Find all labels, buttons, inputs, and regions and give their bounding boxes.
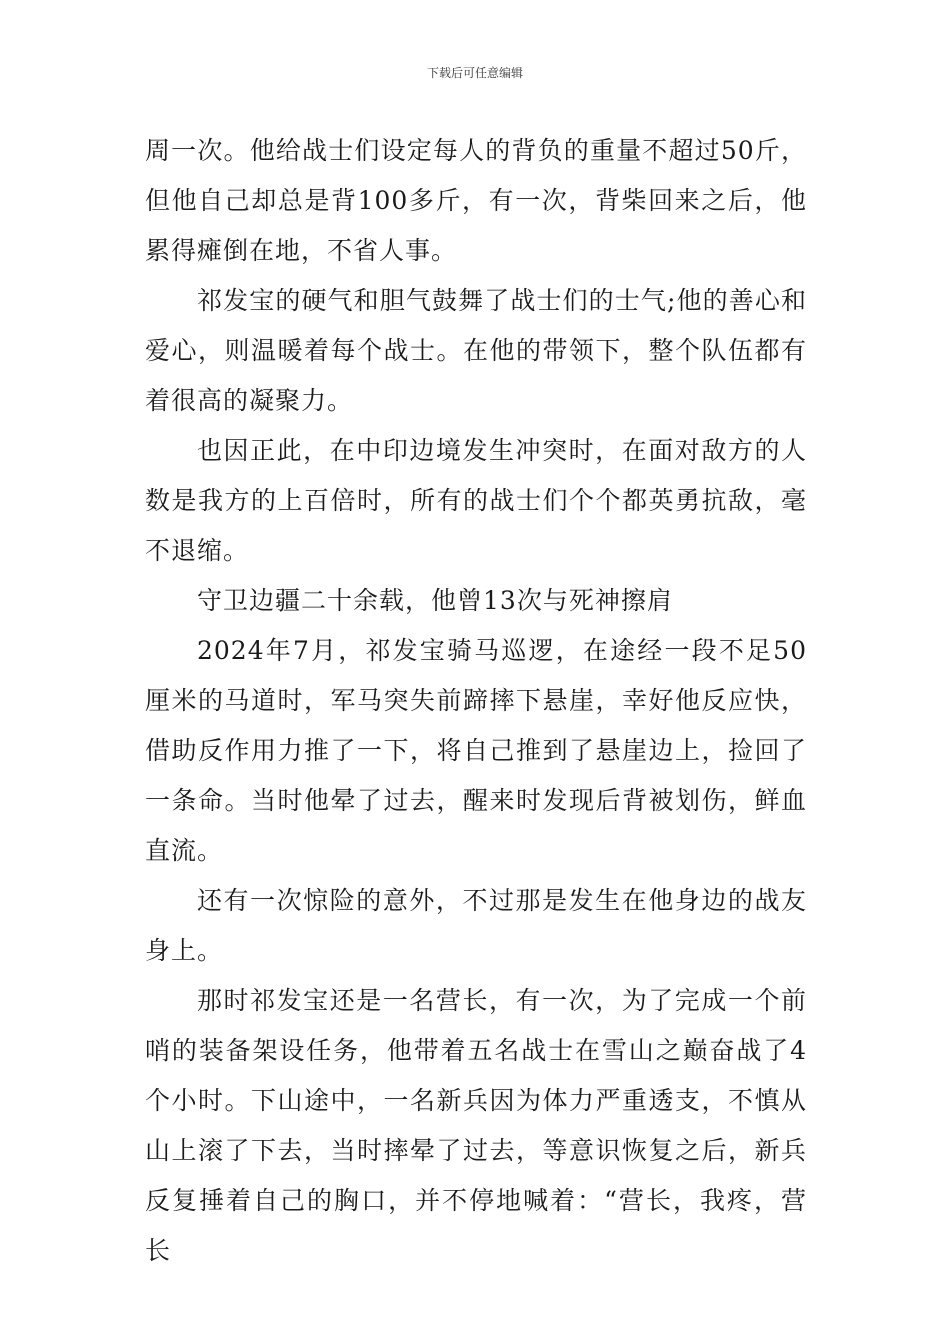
paragraph: 那时祁发宝还是一名营长，有一次，为了完成一个前哨的装备架设任务，他带着五名战士在雪山之巅奋战了4个小时。下山途中，一名新兵因为体力严重透支，不慎从山上滚了下去，当时摔晕了过去，等意识恢复之后，新兵反复捶着自己的胸口，并不停地喊着：“营长，我疼，营长 xyxy=(145,986,807,1265)
document-body xyxy=(145,126,807,1276)
page-header: 下载后可任意编辑 xyxy=(426,66,523,80)
paragraph: 2024年7月，祁发宝骑马巡逻，在途经一段不足50厘米的马道时，军马突失前蹄摔下悬崖，幸好他反应快，借助反作用力推了一下，将自己推到了悬崖边上，捡回了一条命。当时他晕了过去，醒来时发现后背被划伤，鲜血直流。 xyxy=(145,636,807,865)
section-heading: 守卫边疆二十余载，他曾13次与死神擦肩 xyxy=(197,586,673,615)
paragraph: 也因正此，在中印边境发生冲突时，在面对敌方的人数是我方的上百倍时，所有的战士们个个都英勇抗敌，毫不退缩。 xyxy=(145,436,807,565)
paragraph-continued: 周一次。他给战士们设定每人的背负的重量不超过50斤，但他自己却总是背100多斤，有一次，背柴回来之后，他累得瘫倒在地，不省人事。 xyxy=(145,136,807,265)
paragraph: 还有一次惊险的意外，不过那是发生在他身边的战友身上。 xyxy=(145,886,807,965)
paragraph: 祁发宝的硬气和胆气鼓舞了战士们的士气;他的善心和爱心，则温暖着每个战士。在他的带领下，整个队伍都有着很高的凝聚力。 xyxy=(145,286,807,415)
